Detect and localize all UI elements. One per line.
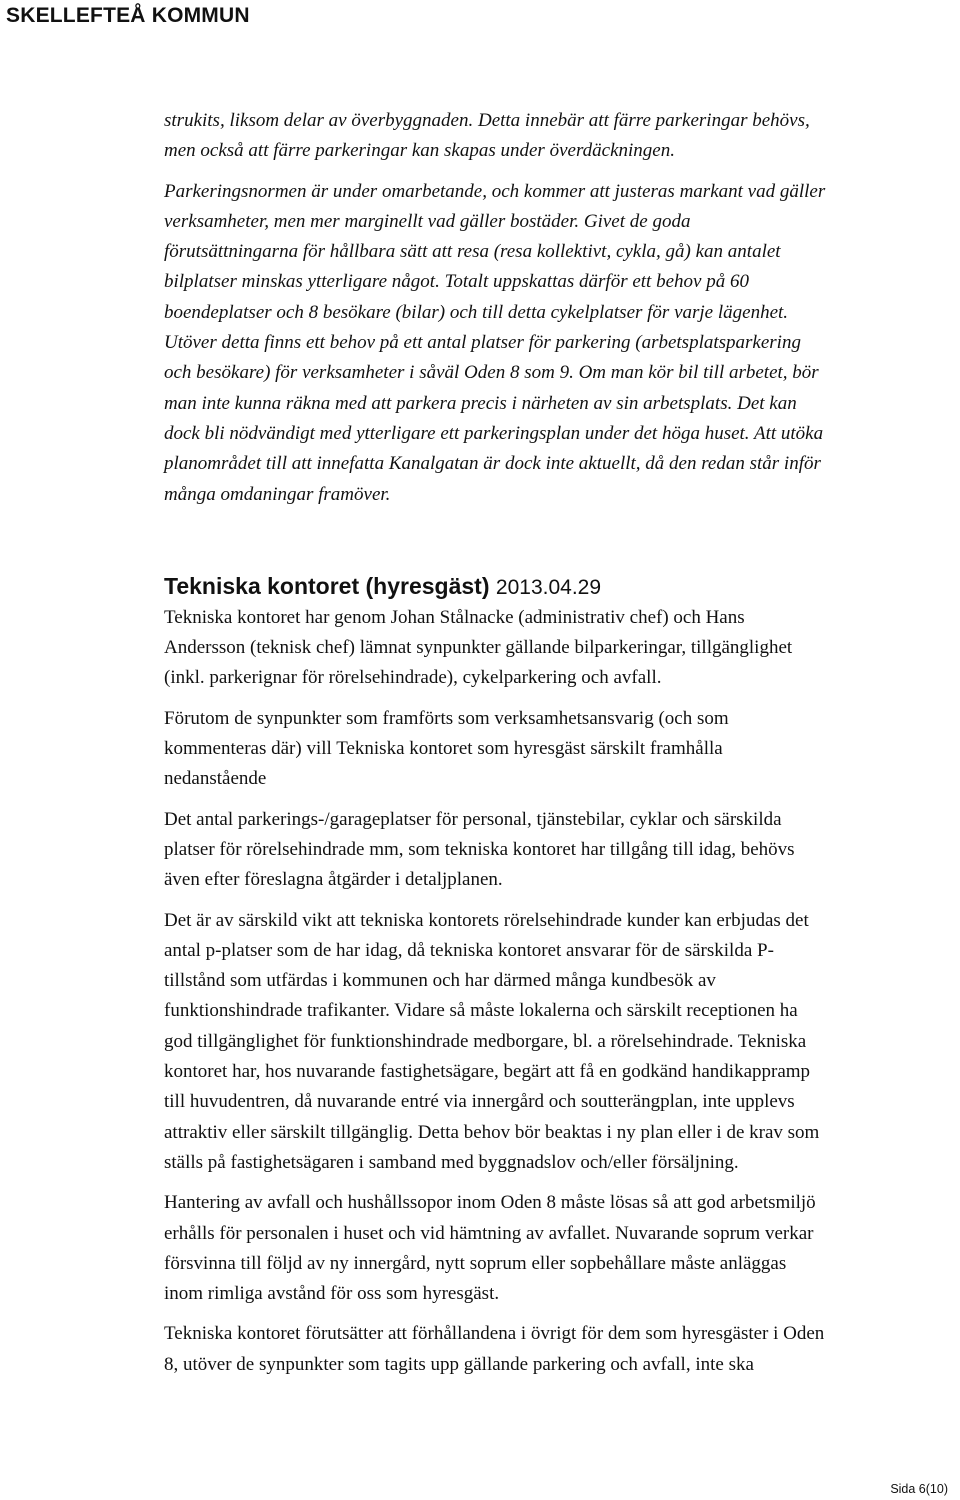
text-line: antal p-platser som de har idag, då tekniska kontoret ansvarar för de särskilda P- [164,939,774,961]
text-line: även efter föreslagna åtgärder i detaljplanen. [164,869,503,891]
text-line: planområdet till att innefatta Kanalgatan är dock inte aktuellt, då den redan står inför [164,453,821,475]
page-number: Sida 6(10) [890,1482,948,1496]
section-paragraph-6 [164,1319,960,1380]
text-line: inom rimliga avstånd för oss som hyresgäst. [164,1283,500,1305]
text-line: god tillgänglighet för funktionshindrade medborgare, bl. a rörelsehindrade. Tekniska [164,1030,807,1052]
text-line: (inkl. parkerignar för rörelsehindrade), cykelparkering och avfall. [164,667,662,689]
text-line: kommenteras där) vill Tekniska kontoret som hyresgäst särskilt framhålla [164,738,723,760]
intro-paragraph-1 [164,106,960,167]
text-line: nedanstående [164,768,267,790]
text-line: Tekniska kontoret förutsätter att förhållandena i övrigt för dem som hyresgäster i Oden [164,1323,825,1345]
text-line: boendeplatser och 8 besökare (bilar) och till detta cykelplatser för varje lägenhet. [164,301,789,323]
text-line: Förutom de synpunkter som framförts som verksamhetsansvarig (och som [164,707,729,729]
text-line: försvinna till följd av ny innergård, nytt soprum eller sopbehållare måste anläggas [164,1252,787,1274]
text-line: Det antal parkerings-/garageplatser för personal, tjänstebilar, cyklar och särskilda [164,808,782,830]
text-line: verksamheter, men mer marginellt vad gäller bostäder. Givet de goda [164,210,691,232]
section-paragraph-1 [164,603,960,694]
section-paragraph-5 [164,1188,960,1309]
text-line: ställs på fastighetsägaren i samband med byggnadslov och/eller försäljning. [164,1151,739,1173]
section-date: 2013.04.29 [495,575,602,599]
text-line: kontoret har, hos nuvarande fastighetsägare, begärt att få en godkänd handikappramp [164,1061,811,1083]
section-title: Tekniska kontoret (hyresgäst) [164,572,490,599]
text-line: strukits, liksom delar av överbyggnaden. Detta innebär att färre parkeringar behövs, [164,110,810,131]
section-paragraph-2 [164,704,960,795]
text-line: Parkeringsnormen är under omarbetande, och kommer att justeras markant vad gäller [164,180,826,202]
text-line: till huvudentren, då nuvarande entré via innergård och soutterängplan, inte upplevs [164,1091,795,1113]
section-paragraph-3 [164,805,960,896]
text-line: Andersson (teknisk chef) lämnat synpunkter gällande bilparkeringar, tillgänglighet [164,637,793,659]
text-line: förutsättningarna för hållbara sätt att resa (resa kollektivt, cykla, gå) kan antalet [164,241,781,263]
intro-paragraph-2 [164,177,960,510]
text-line: platser för rörelsehindrade mm, som tekniska kontoret har tillgång till idag, behövs [164,838,795,860]
text-line: Tekniska kontoret har genom Johan Stålnacke (administrativ chef) och Hans [164,606,745,628]
section-heading [164,571,960,603]
section-paragraph-4 [164,906,960,1179]
text-line: Det är av särskild vikt att tekniska kontorets rörelsehindrade kunder kan erbjudas det [164,909,809,931]
organization-header: SKELLEFTEÅ KOMMUN [6,4,250,27]
text-line: tillstånd som utfärdas i kommunen och har därmed många kundbesök av [164,970,716,992]
text-line: dock bli nödvändigt med ytterligare ett parkeringsplan under det höga huset. Att utöka [164,422,824,444]
text-line: Hantering av avfall och hushållssopor inom Oden 8 måste lösas så att god arbetsmiljö [164,1192,816,1214]
text-line: funktionshindrade trafikanter. Vidare så måste lokalerna och särskilt receptionen ha [164,1000,798,1022]
text-line: och besökare) för verksamheter i såväl Oden 8 som 9. Om man kör bil till arbetet, bör [164,362,819,384]
text-line: många omdaningar framöver. [164,483,391,505]
text-line: man inte kunna räkna med att parkera precis i närheten av sin arbetsplats. Det kan [164,392,797,414]
text-line: erhålls för personalen i huset och vid hämtning av avfallet. Nuvarande soprum verkar [164,1222,814,1244]
text-line: attraktiv eller särskilt tillgänglig. Detta behov bör beaktas i ny plan eller i de krav som [164,1121,820,1143]
text-line: Utöver detta finns ett behov på ett antal platser för parkering (arbetsplatsparkering [164,332,801,354]
document-body [164,106,960,1380]
text-line: 8, utöver de synpunkter som tagits upp gällande parkering och avfall, inte ska [164,1353,754,1375]
text-line: bilplatser minskas ytterligare något. Totalt uppskattas därför ett behov på 60 [164,271,749,293]
text-line: men också att färre parkeringar kan skapas under överdäckningen. [164,140,675,162]
